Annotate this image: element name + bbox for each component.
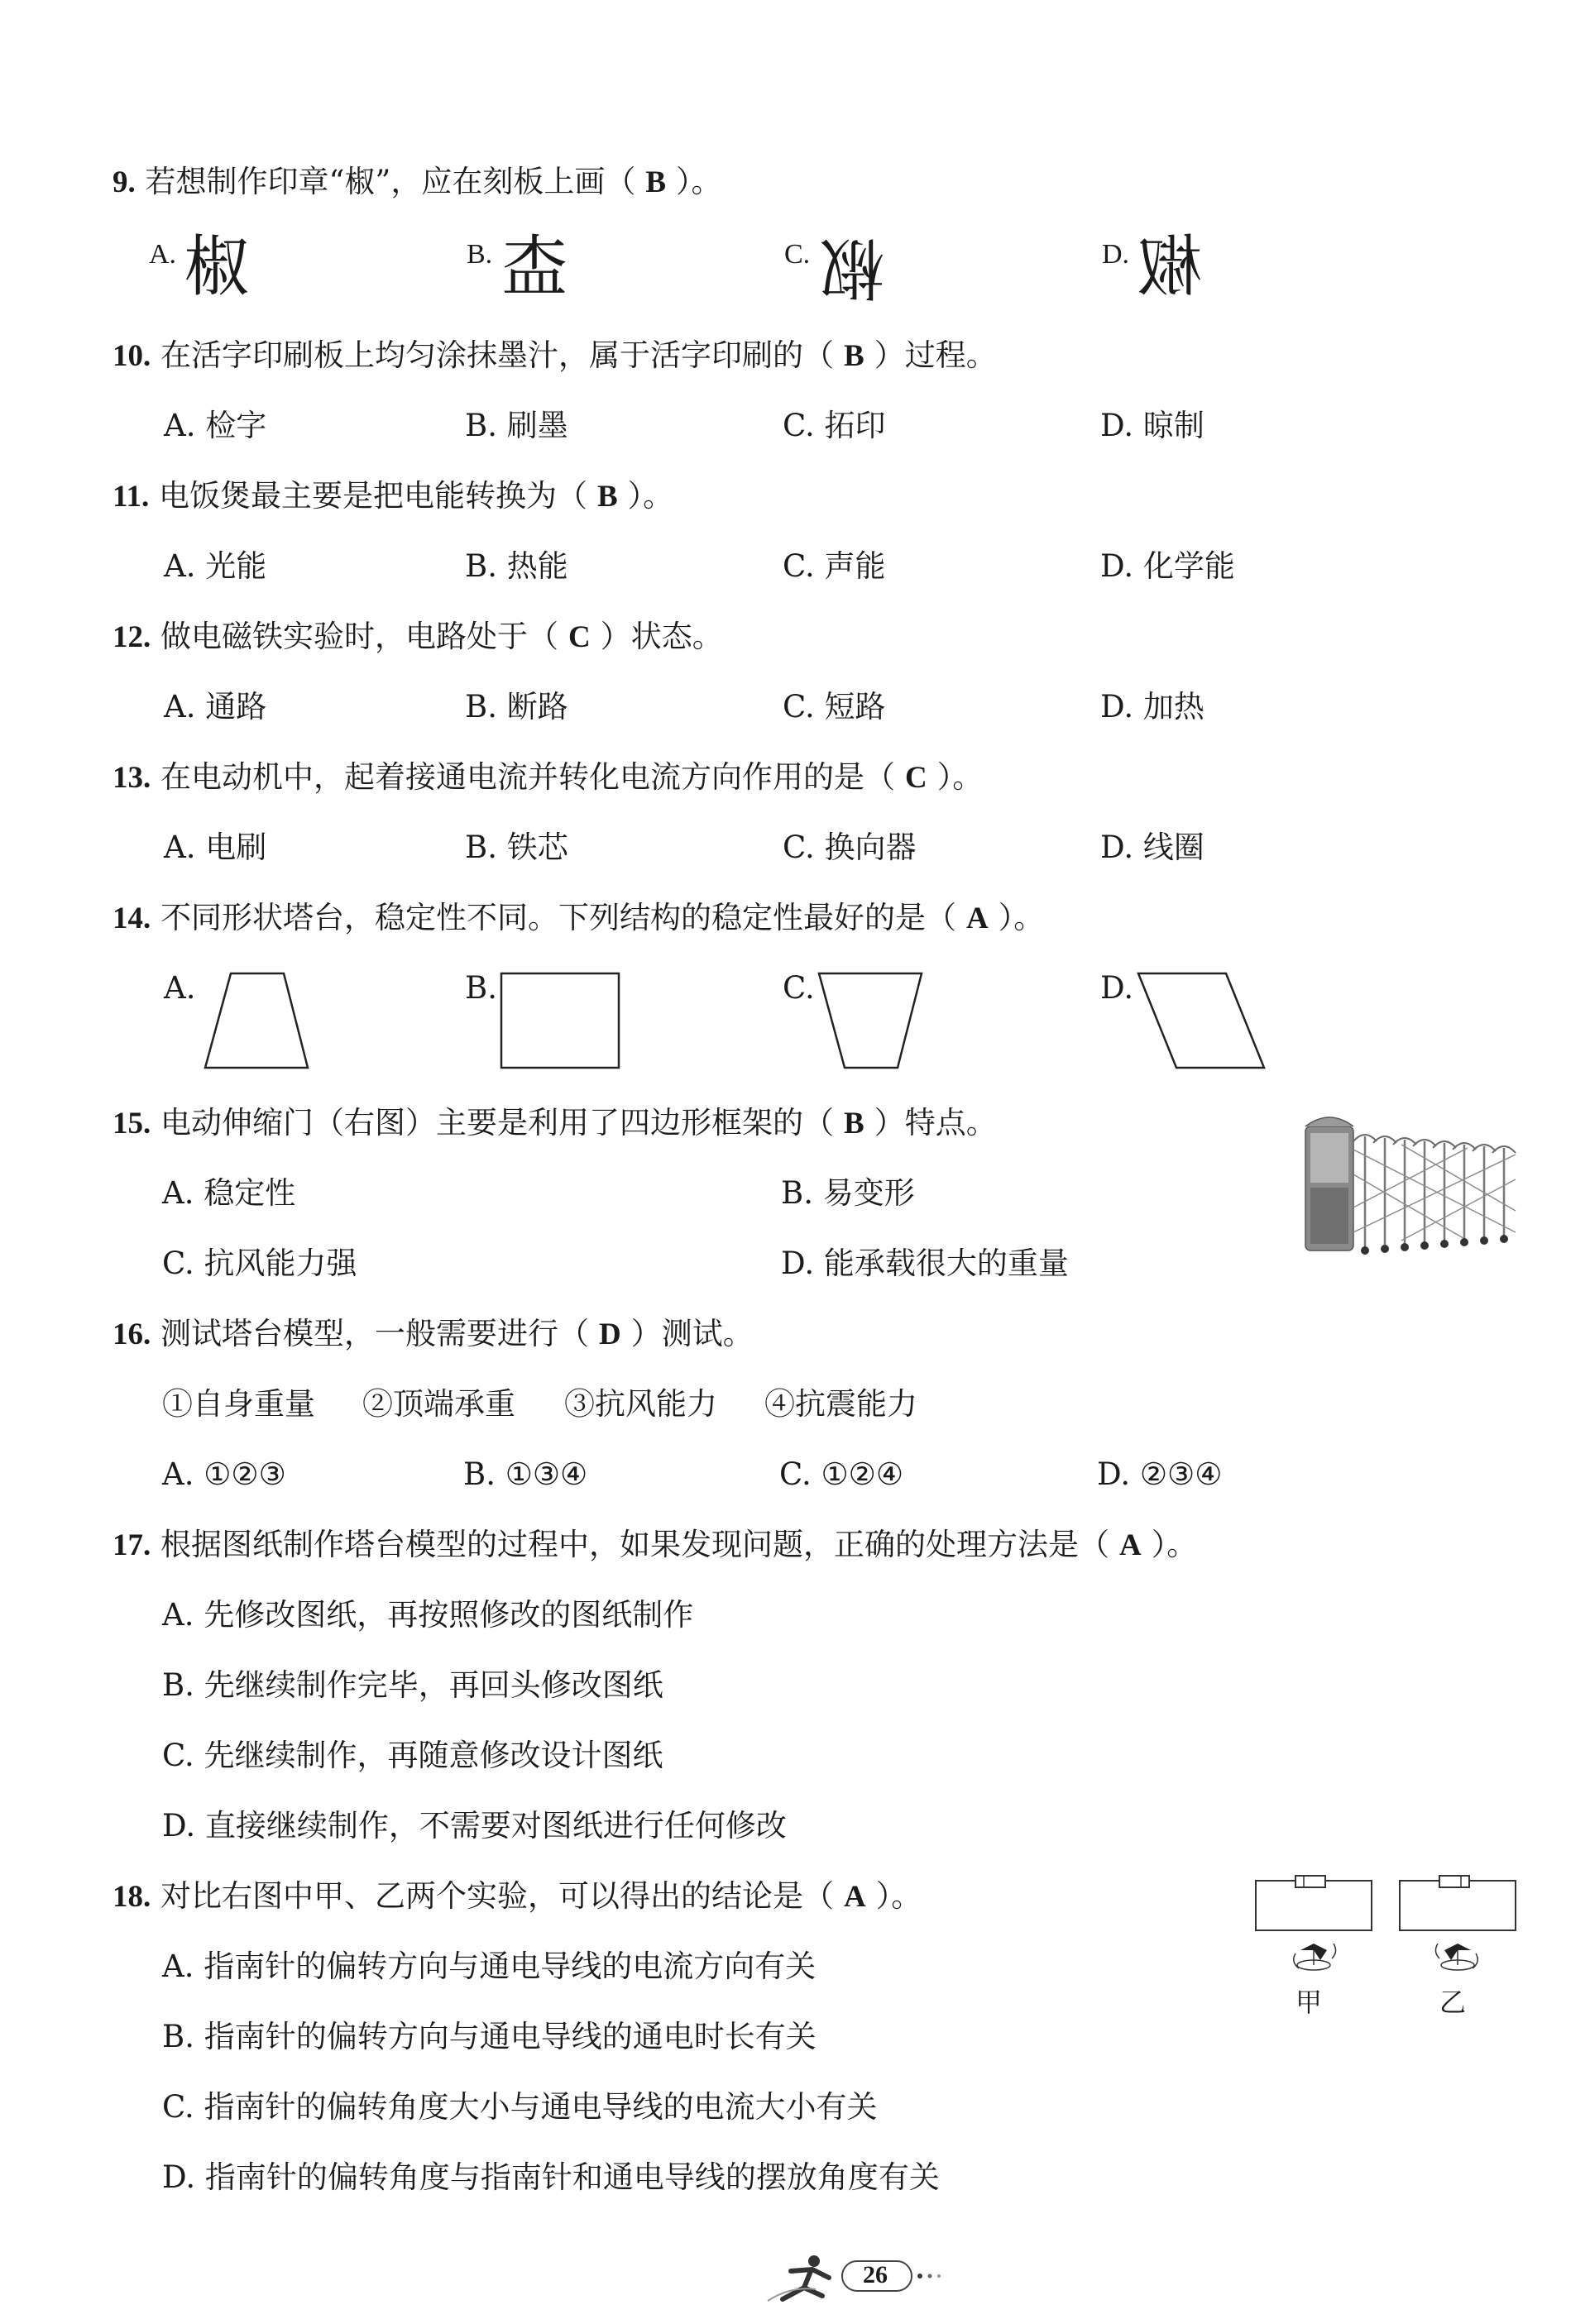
- option-c: C. 短路: [783, 689, 886, 724]
- dots-decoration: [917, 2269, 950, 2281]
- option-a: A. ①②③: [162, 1456, 286, 1492]
- option-d: D.: [1100, 970, 1134, 1006]
- question-number: 13.: [113, 761, 151, 795]
- question-text: 若想制作印章“椒”，应在刻板上画（: [145, 164, 636, 199]
- question-text-end: ）特点。: [874, 1105, 997, 1140]
- option-d: D. 线圈: [1100, 830, 1204, 865]
- seal-char-option-d: 椒: [1137, 228, 1203, 305]
- question-15: [113, 1102, 997, 1145]
- question-text-end: ）状态。: [600, 619, 723, 654]
- question-text-end: ）。: [998, 900, 1045, 935]
- option-c: C.: [783, 970, 815, 1006]
- question-number: 16.: [113, 1317, 151, 1351]
- option-a: A. 指南针的偏转方向与通电导线的电流方向有关: [162, 1949, 817, 1984]
- question-text: 测试塔台模型，一般需要进行（: [160, 1316, 590, 1351]
- question-text: 做电磁铁实验时，电路处于（: [160, 619, 559, 654]
- answer: A: [966, 901, 989, 935]
- option-d: D. 晾制: [1100, 408, 1204, 443]
- question-16: [113, 1313, 754, 1356]
- option-c: C. 拓印: [783, 408, 886, 443]
- answer: C: [568, 620, 591, 654]
- question-number: 18.: [113, 1880, 151, 1914]
- option-b: B. 断路: [465, 689, 568, 724]
- trapezoid-wide-base-shape: [204, 972, 311, 1071]
- option-b: B. 易变形: [781, 1175, 915, 1211]
- question-number: 12.: [113, 620, 151, 654]
- page-number: 26: [863, 2261, 888, 2288]
- option-d: D. 能承载很大的重量: [781, 1246, 1069, 1281]
- option-a: A. 先修改图纸，再按照修改的图纸制作: [162, 1597, 694, 1633]
- question-text: 在活字印刷板上均匀涂抹墨汁，属于活字印刷的（: [160, 337, 835, 373]
- question-text-end: ）测试。: [630, 1316, 754, 1351]
- option-b: B. 刷墨: [465, 408, 568, 443]
- parallelogram-shape: [1137, 972, 1266, 1071]
- question-18: [113, 1876, 922, 1918]
- test-item-2: ②顶端承重: [362, 1386, 515, 1422]
- answer: D: [599, 1317, 621, 1351]
- experiment-label-yi: 乙: [1439, 1987, 1467, 2018]
- question-text: 在电动机中，起着接通电流并转化电流方向作用的是（: [160, 759, 896, 795]
- option-letter: C.: [784, 239, 811, 270]
- option-a: A. 通路: [164, 689, 267, 724]
- question-number: 10.: [113, 339, 151, 373]
- option-a: A. 检字: [164, 408, 267, 443]
- test-item-4: ④抗震能力: [764, 1386, 917, 1422]
- option-b: B. 热能: [465, 548, 568, 584]
- option-d: D. 化学能: [1100, 548, 1235, 584]
- option-b: B.: [465, 970, 497, 1006]
- question-10: [113, 335, 997, 377]
- question-number: 11.: [113, 480, 150, 514]
- option-letter: D.: [1102, 239, 1130, 270]
- answer: A: [1119, 1528, 1142, 1562]
- experiment-label-jia: 甲: [1295, 1987, 1323, 2018]
- question-text: 电动伸缩门（右图）主要是利用了四边形框架的（: [160, 1105, 835, 1140]
- answer: A: [844, 1880, 866, 1914]
- option-b: B. 铁芯: [465, 830, 568, 865]
- question-text: 不同形状塔台，稳定性不同。下列结构的稳定性最好的是（: [160, 900, 957, 935]
- option-letter: B.: [467, 239, 493, 270]
- question-17: [113, 1524, 1197, 1566]
- option-d: D. 直接继续制作，不需要对图纸进行任何修改: [162, 1808, 787, 1843]
- question-text: 根据图纸制作塔台模型的过程中，如果发现问题，正确的处理方法是（: [160, 1527, 1110, 1562]
- question-11: [113, 476, 673, 518]
- option-a: A.: [164, 970, 196, 1006]
- test-item-1: ①自身重量: [162, 1386, 315, 1422]
- option-c: C. 声能: [783, 548, 886, 584]
- answer: C: [905, 761, 927, 795]
- option-d: D. 指南针的偏转角度与指南针和通电导线的摆放角度有关: [162, 2159, 940, 2195]
- test-item-3: ③抗风能力: [564, 1386, 717, 1422]
- question-text-end: ）。: [936, 759, 984, 795]
- experiment-jia-diagram: [1254, 1874, 1378, 1982]
- option-letter: A.: [149, 239, 177, 270]
- question-text-end: ）过程。: [874, 337, 997, 373]
- question-text-end: ）。: [676, 164, 722, 199]
- option-c: C. ①②④: [779, 1456, 904, 1492]
- option-a: A. 光能: [164, 548, 267, 584]
- seal-char-option-a: 椒: [184, 228, 250, 305]
- answer: B: [844, 339, 864, 373]
- experiment-yi-diagram: [1398, 1874, 1522, 1982]
- option-c: C. 抗风能力强: [162, 1246, 357, 1281]
- inverted-trapezoid-shape: [817, 972, 925, 1071]
- question-text-end: ）。: [875, 1878, 922, 1914]
- question-text-end: ）。: [627, 478, 674, 514]
- option-a: A. 稳定性: [162, 1175, 296, 1211]
- rectangle-shape: [500, 972, 620, 1071]
- question-number: 15.: [113, 1107, 151, 1140]
- seal-char-option-c: 椒: [819, 229, 885, 306]
- option-d: D. 加热: [1100, 689, 1204, 724]
- retractable-gate-image: [1302, 1108, 1519, 1265]
- option-b: B. 指南针的偏转方向与通电导线的通电时长有关: [162, 2019, 817, 2054]
- question-9: [113, 161, 722, 203]
- option-a: A. 电刷: [164, 830, 267, 865]
- option-c: C. 换向器: [783, 830, 917, 865]
- option-b: B. 先继续制作完毕，再回头修改图纸: [162, 1667, 663, 1703]
- option-c: C. 指南针的偏转角度大小与通电导线的电流大小有关: [162, 2089, 878, 2125]
- option-b: B. ①③④: [463, 1456, 588, 1492]
- question-text: 对比右图中甲、乙两个实验，可以得出的结论是（: [160, 1878, 835, 1914]
- running-figure-icon: [766, 2253, 840, 2302]
- answer: B: [596, 480, 618, 514]
- question-number: 9.: [113, 165, 136, 199]
- question-12: [113, 616, 723, 658]
- question-number: 17.: [113, 1528, 151, 1562]
- option-d: D. ②③④: [1097, 1456, 1223, 1492]
- answer: B: [645, 165, 667, 199]
- question-13: [113, 757, 983, 799]
- question-text: 电饭煲最主要是把电能转换为（: [158, 478, 587, 514]
- seal-char-option-b: 㭗: [501, 228, 568, 305]
- question-14: [113, 897, 1044, 940]
- question-number: 14.: [113, 901, 151, 935]
- option-c: C. 先继续制作，再随意修改设计图纸: [162, 1738, 663, 1773]
- answer: B: [844, 1107, 864, 1140]
- question-text-end: ）。: [1151, 1527, 1198, 1562]
